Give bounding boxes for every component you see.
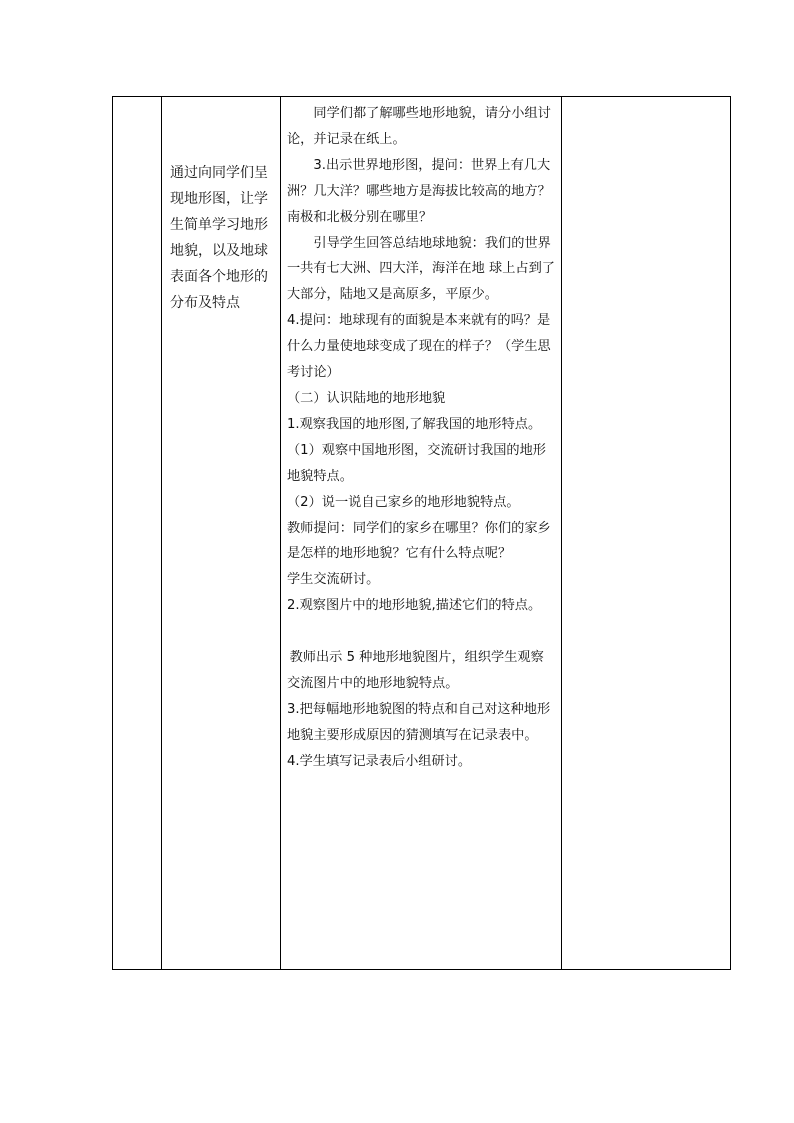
activity-paragraph: 引导学生回答总结地球地貌：我们的世界一共有七大洲、四大洋，海洋在地 球上占到了大部分，陆地又是高原多，平原少。 [287, 235, 555, 303]
activity-paragraph: （1）观察中国地形图，交流研讨我国的地形地貌特点。 [287, 442, 546, 484]
purpose-text: 通过向同学们呈现地形图，让学生简单学习地形地貌，以及地球表面各个地形的分布及特点 [170, 165, 268, 311]
activity-paragraph: 4.提问：地球现有的面貌是本来就有的吗？是什么力量使地球变成了现在的样子？（学生思考讨论） [287, 313, 551, 381]
activity-paragraph: 教师出示 5 种地形地貌图片，组织学生观察交流图片中的地形地貌特点。 [287, 650, 544, 692]
activity-paragraph: 同学们都了解哪些地形地貌，请分小组讨论，并记录在纸上。 [287, 106, 551, 147]
activity-paragraph: 3.出示世界地形图，提问：世界上有几大洲？几大洋？哪些地方是海拔比较高的地方？南极和北极分别在哪里？ [287, 157, 551, 225]
purpose-cell [162, 97, 281, 970]
activity-paragraph: （2）说一说自己家乡的地形地貌特点。 [287, 494, 520, 510]
empty-cell-left [113, 97, 162, 970]
activity-paragraph: 2.观察图片中的地形地貌,描述它们的特点。 [287, 598, 542, 614]
activity-paragraph: 教师提问：同学们的家乡在哪里？你们的家乡是怎样的地形地貌？它有什么特点呢？ [287, 520, 551, 562]
activity-paragraph: 4.学生填写记录表后小组研讨。 [287, 753, 472, 769]
activity-paragraph: 1.观察我国的地形图,了解我国的地形特点。 [287, 416, 542, 432]
activity-text [281, 97, 561, 775]
table-row [113, 97, 731, 970]
lesson-plan-table [112, 96, 731, 970]
activity-paragraph [287, 619, 555, 645]
activity-paragraph: 3.把每幅地形地貌图的特点和自己对这种地形地貌主要形成原因的猜测填写在记录表中。 [287, 701, 551, 743]
activity-paragraph: （二）认识陆地的地形地貌 [287, 390, 446, 406]
activity-paragraph: 学生交流研讨。 [287, 572, 380, 588]
empty-cell-right [562, 97, 731, 970]
activity-cell [281, 97, 562, 970]
